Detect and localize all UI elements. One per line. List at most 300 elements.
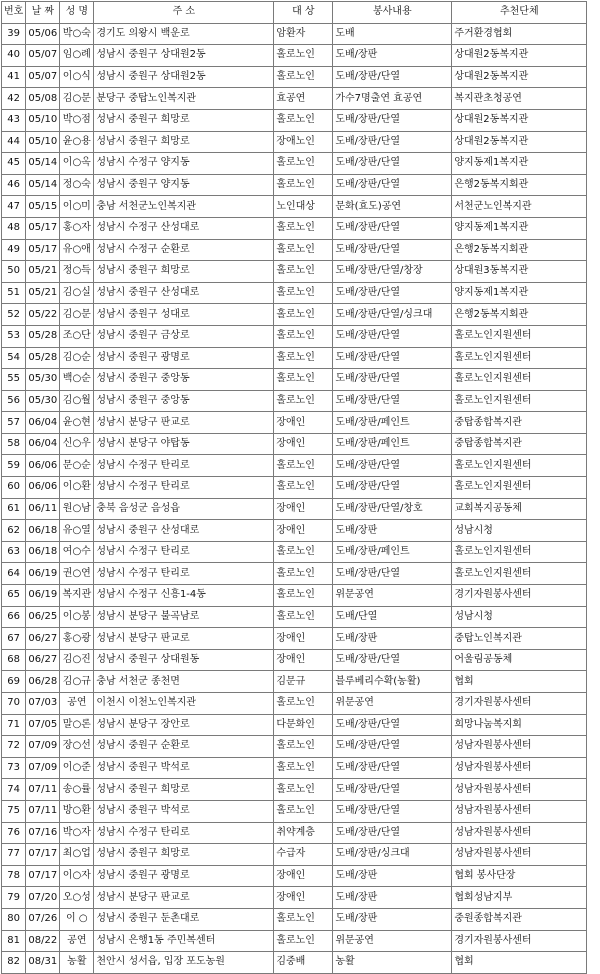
cell-target: 홀로노인 xyxy=(274,800,333,822)
cell-target: 다문화인 xyxy=(274,714,333,736)
cell-target: 홀로노인 xyxy=(274,369,333,391)
cell-address: 성남시 중원구 산성대로 xyxy=(94,282,274,304)
table-row xyxy=(2,109,587,131)
cell-service: 도배/장판/단열 xyxy=(333,239,452,261)
cell-address: 성남시 수정구 신흥1-4동 xyxy=(94,585,274,607)
cell-organization: 은행2동복지회관 xyxy=(452,304,587,326)
cell-organization: 성남자원봉사센터 xyxy=(452,779,587,801)
cell-number: 82 xyxy=(2,952,26,974)
cell-organization: 경기자원봉사센터 xyxy=(452,585,587,607)
cell-number: 43 xyxy=(2,109,26,131)
cell-organization: 협회 xyxy=(452,952,587,974)
cell-service: 농활 xyxy=(333,952,452,974)
cell-address: 이천시 이천노인복지관 xyxy=(94,693,274,715)
cell-target: 장애인 xyxy=(274,498,333,520)
cell-organization: 희망나눔복지회 xyxy=(452,714,587,736)
cell-number: 80 xyxy=(2,908,26,930)
cell-address: 성남시 수정구 탄리로 xyxy=(94,541,274,563)
cell-number: 40 xyxy=(2,45,26,67)
cell-address: 성남시 중원구 중앙동 xyxy=(94,390,274,412)
cell-target: 효공연 xyxy=(274,88,333,110)
cell-name: 정○숙 xyxy=(60,174,94,196)
cell-name: 김○문 xyxy=(60,304,94,326)
cell-date: 05/30 xyxy=(26,390,60,412)
cell-number: 55 xyxy=(2,369,26,391)
cell-target: 홀로노인 xyxy=(274,541,333,563)
cell-number: 77 xyxy=(2,844,26,866)
table-row xyxy=(2,477,587,499)
cell-address: 성남시 분당구 장안로 xyxy=(94,714,274,736)
cell-service: 도배/장판/단열 xyxy=(333,736,452,758)
cell-service: 도배/장판/단열 xyxy=(333,282,452,304)
table-row xyxy=(2,606,587,628)
cell-date: 06/06 xyxy=(26,477,60,499)
table-row xyxy=(2,563,587,585)
cell-number: 73 xyxy=(2,757,26,779)
cell-organization: 서천군노인복지관 xyxy=(452,196,587,218)
cell-address: 성남시 분당구 판교로 xyxy=(94,412,274,434)
cell-date: 05/07 xyxy=(26,66,60,88)
cell-service: 도배/장판 xyxy=(333,908,452,930)
cell-date: 07/17 xyxy=(26,844,60,866)
cell-service: 도배/장판/페인트 xyxy=(333,541,452,563)
cell-target: 홀로노인 xyxy=(274,693,333,715)
cell-number: 51 xyxy=(2,282,26,304)
cell-number: 45 xyxy=(2,153,26,175)
cell-date: 06/18 xyxy=(26,541,60,563)
cell-number: 52 xyxy=(2,304,26,326)
cell-address: 성남시 은행1동 주민복센터 xyxy=(94,930,274,952)
cell-name: 유○열 xyxy=(60,520,94,542)
cell-name: 이 ○ xyxy=(60,908,94,930)
cell-number: 68 xyxy=(2,649,26,671)
cell-name: 임○례 xyxy=(60,45,94,67)
cell-address: 성남시 분당구 판교로 xyxy=(94,887,274,909)
table-row xyxy=(2,649,587,671)
cell-organization: 홀로노인지원센터 xyxy=(452,477,587,499)
cell-name: 홍○광 xyxy=(60,628,94,650)
table-row xyxy=(2,887,587,909)
header-number: 번호 xyxy=(2,2,26,24)
table-row xyxy=(2,217,587,239)
table-row xyxy=(2,261,587,283)
cell-service: 도배/장판/단열 xyxy=(333,153,452,175)
cell-number: 71 xyxy=(2,714,26,736)
cell-service: 도배/장판/단열 xyxy=(333,174,452,196)
cell-name: 조○단 xyxy=(60,325,94,347)
cell-number: 47 xyxy=(2,196,26,218)
table-row xyxy=(2,369,587,391)
cell-target: 수급자 xyxy=(274,844,333,866)
cell-number: 72 xyxy=(2,736,26,758)
cell-service: 블루베리수확(농활) xyxy=(333,671,452,693)
cell-target: 홀로노인 xyxy=(274,282,333,304)
cell-service: 도배/장판/단열 xyxy=(333,649,452,671)
cell-target: 홀로노인 xyxy=(274,261,333,283)
cell-name: 김○실 xyxy=(60,282,94,304)
cell-address: 성남시 수정구 탄리로 xyxy=(94,822,274,844)
cell-name: 유○애 xyxy=(60,239,94,261)
cell-date: 06/11 xyxy=(26,498,60,520)
cell-name: 농활 xyxy=(60,952,94,974)
cell-address: 성남시 중원구 상대원동 xyxy=(94,649,274,671)
cell-service: 도배/장판/싱크대 xyxy=(333,844,452,866)
cell-address: 성남시 중원구 희망로 xyxy=(94,844,274,866)
cell-name: 방○환 xyxy=(60,800,94,822)
cell-organization: 홀로노인지원센터 xyxy=(452,369,587,391)
cell-target: 홀로노인 xyxy=(274,66,333,88)
cell-date: 05/10 xyxy=(26,131,60,153)
cell-name: 공연 xyxy=(60,693,94,715)
cell-organization: 협회성남지부 xyxy=(452,887,587,909)
cell-organization: 경기자원봉사센터 xyxy=(452,693,587,715)
table-row xyxy=(2,628,587,650)
table-row xyxy=(2,693,587,715)
cell-number: 75 xyxy=(2,800,26,822)
cell-date: 06/19 xyxy=(26,563,60,585)
cell-number: 60 xyxy=(2,477,26,499)
cell-address: 성남시 수정구 산성대로 xyxy=(94,217,274,239)
cell-number: 70 xyxy=(2,693,26,715)
table-row xyxy=(2,520,587,542)
cell-organization: 은행2동복지회관 xyxy=(452,174,587,196)
cell-number: 42 xyxy=(2,88,26,110)
cell-number: 63 xyxy=(2,541,26,563)
cell-organization: 상대원2동복지관 xyxy=(452,109,587,131)
cell-target: 홀로노인 xyxy=(274,455,333,477)
cell-organization: 상대원3동복지관 xyxy=(452,261,587,283)
cell-number: 41 xyxy=(2,66,26,88)
table-row xyxy=(2,239,587,261)
cell-name: 김○규 xyxy=(60,671,94,693)
cell-organization: 협회 xyxy=(452,671,587,693)
cell-organization: 양지동제1복지관 xyxy=(452,282,587,304)
table-row xyxy=(2,757,587,779)
cell-number: 56 xyxy=(2,390,26,412)
cell-target: 홀로노인 xyxy=(274,779,333,801)
cell-number: 54 xyxy=(2,347,26,369)
cell-organization: 상대원2동복지관 xyxy=(452,45,587,67)
cell-date: 06/04 xyxy=(26,433,60,455)
header-service: 봉사내용 xyxy=(333,2,452,24)
cell-date: 06/28 xyxy=(26,671,60,693)
cell-address: 성남시 중원구 광명로 xyxy=(94,347,274,369)
cell-date: 05/30 xyxy=(26,369,60,391)
cell-address: 성남시 중원구 광명로 xyxy=(94,865,274,887)
table-row xyxy=(2,455,587,477)
cell-service: 도배/장판/단열 xyxy=(333,822,452,844)
cell-target: 김문규 xyxy=(274,671,333,693)
cell-date: 05/28 xyxy=(26,325,60,347)
cell-date: 07/09 xyxy=(26,736,60,758)
cell-address: 성남시 중원구 성대로 xyxy=(94,304,274,326)
cell-address: 천안시 성서읍, 입장 포도농원 xyxy=(94,952,274,974)
table-row xyxy=(2,153,587,175)
cell-address: 성남시 중원구 상대원2동 xyxy=(94,45,274,67)
cell-date: 05/08 xyxy=(26,88,60,110)
cell-date: 07/09 xyxy=(26,757,60,779)
cell-service: 도배/장판/단열 xyxy=(333,563,452,585)
cell-address: 성남시 중원구 산성대로 xyxy=(94,520,274,542)
cell-organization: 중탑노인복지관 xyxy=(452,628,587,650)
table-row xyxy=(2,347,587,369)
cell-name: 오○성 xyxy=(60,887,94,909)
cell-address: 성남시 수정구 양지동 xyxy=(94,153,274,175)
table-row xyxy=(2,66,587,88)
cell-name: 복지관 xyxy=(60,585,94,607)
cell-service: 문화(효도)공연 xyxy=(333,196,452,218)
cell-address: 성남시 분당구 판교로 xyxy=(94,628,274,650)
table-row xyxy=(2,131,587,153)
cell-number: 67 xyxy=(2,628,26,650)
cell-address: 성남시 중원구 희망로 xyxy=(94,109,274,131)
cell-service: 위문공연 xyxy=(333,930,452,952)
cell-target: 장애인 xyxy=(274,433,333,455)
cell-name: 윤○용 xyxy=(60,131,94,153)
table-row xyxy=(2,390,587,412)
cell-name: 홍○자 xyxy=(60,217,94,239)
table-row xyxy=(2,952,587,974)
cell-date: 08/31 xyxy=(26,952,60,974)
cell-target: 장애인 xyxy=(274,865,333,887)
cell-target: 홀로노인 xyxy=(274,325,333,347)
cell-number: 57 xyxy=(2,412,26,434)
cell-service: 도배/장판/단열 xyxy=(333,714,452,736)
cell-service: 도배/장판/단열 xyxy=(333,779,452,801)
cell-address: 성남시 중원구 박석로 xyxy=(94,757,274,779)
cell-name: 공연 xyxy=(60,930,94,952)
cell-name: 권○연 xyxy=(60,563,94,585)
cell-number: 59 xyxy=(2,455,26,477)
cell-date: 07/03 xyxy=(26,693,60,715)
cell-target: 홀로노인 xyxy=(274,109,333,131)
cell-name: 송○률 xyxy=(60,779,94,801)
cell-service: 위문공연 xyxy=(333,585,452,607)
cell-date: 05/14 xyxy=(26,153,60,175)
cell-address: 성남시 중원구 순환로 xyxy=(94,736,274,758)
cell-address: 성남시 중원구 중앙동 xyxy=(94,369,274,391)
cell-name: 이○미 xyxy=(60,196,94,218)
cell-service: 도배/장판 xyxy=(333,865,452,887)
cell-service: 도배/장판/단열 xyxy=(333,325,452,347)
cell-target: 암환자 xyxy=(274,23,333,45)
cell-organization: 성남자원봉사센터 xyxy=(452,757,587,779)
table-row xyxy=(2,196,587,218)
cell-target: 홀로노인 xyxy=(274,477,333,499)
cell-target: 장애인 xyxy=(274,628,333,650)
cell-number: 79 xyxy=(2,887,26,909)
cell-service: 도배/장판 xyxy=(333,45,452,67)
cell-number: 61 xyxy=(2,498,26,520)
cell-address: 분당구 중탑노인복지관 xyxy=(94,88,274,110)
cell-service: 도배/장판/단열 xyxy=(333,109,452,131)
cell-service: 도배/장판/단열 xyxy=(333,757,452,779)
cell-organization: 교회복지공동체 xyxy=(452,498,587,520)
header-target: 대 상 xyxy=(274,2,333,24)
cell-address: 성남시 중원구 희망로 xyxy=(94,779,274,801)
cell-target: 홀로노인 xyxy=(274,390,333,412)
cell-service: 도배/장판/단열 xyxy=(333,455,452,477)
cell-address: 성남시 중원구 양지동 xyxy=(94,174,274,196)
cell-name: 말○론 xyxy=(60,714,94,736)
cell-target: 홀로노인 xyxy=(274,585,333,607)
cell-organization: 중탑종합복지관 xyxy=(452,433,587,455)
cell-target: 김중배 xyxy=(274,952,333,974)
cell-organization: 중원종합복지관 xyxy=(452,908,587,930)
table-row xyxy=(2,174,587,196)
cell-organization: 성남자원봉사센터 xyxy=(452,822,587,844)
cell-address: 성남시 분당구 야탑동 xyxy=(94,433,274,455)
cell-number: 76 xyxy=(2,822,26,844)
cell-date: 05/14 xyxy=(26,174,60,196)
cell-number: 69 xyxy=(2,671,26,693)
cell-target: 노인대상 xyxy=(274,196,333,218)
table-row xyxy=(2,412,587,434)
cell-number: 74 xyxy=(2,779,26,801)
cell-service: 도배/장판/단열/창호 xyxy=(333,498,452,520)
cell-address: 성남시 중원구 희망로 xyxy=(94,261,274,283)
cell-service: 도배/장판/단열 xyxy=(333,347,452,369)
cell-target: 장애노인 xyxy=(274,131,333,153)
table-row xyxy=(2,45,587,67)
cell-date: 05/21 xyxy=(26,261,60,283)
cell-name: 김○월 xyxy=(60,390,94,412)
cell-organization: 중탑종합복지관 xyxy=(452,412,587,434)
cell-name: 윤○현 xyxy=(60,412,94,434)
cell-date: 05/06 xyxy=(26,23,60,45)
cell-organization: 홀로노인지원센터 xyxy=(452,563,587,585)
cell-target: 장애인 xyxy=(274,649,333,671)
cell-address: 성남시 수정구 탄리로 xyxy=(94,563,274,585)
cell-date: 07/26 xyxy=(26,908,60,930)
table-row xyxy=(2,800,587,822)
cell-name: 이○식 xyxy=(60,66,94,88)
cell-service: 도배/장판/단열 xyxy=(333,390,452,412)
cell-date: 07/05 xyxy=(26,714,60,736)
cell-date: 08/22 xyxy=(26,930,60,952)
cell-name: 원○남 xyxy=(60,498,94,520)
cell-address: 성남시 중원구 박석로 xyxy=(94,800,274,822)
header-organization: 추천단체 xyxy=(452,2,587,24)
cell-number: 53 xyxy=(2,325,26,347)
cell-organization: 협회 봉사단장 xyxy=(452,865,587,887)
cell-target: 홀로노인 xyxy=(274,757,333,779)
cell-address: 성남시 중원구 희망로 xyxy=(94,131,274,153)
cell-address: 성남시 중원구 둔촌대로 xyxy=(94,908,274,930)
table-row xyxy=(2,23,587,45)
table-row xyxy=(2,844,587,866)
cell-number: 44 xyxy=(2,131,26,153)
header-row xyxy=(2,2,587,24)
header-name: 성 명 xyxy=(60,2,94,24)
cell-address: 성남시 수정구 순환로 xyxy=(94,239,274,261)
cell-number: 46 xyxy=(2,174,26,196)
cell-name: 김○진 xyxy=(60,649,94,671)
cell-service: 도배/장판/단열 xyxy=(333,217,452,239)
cell-service: 도배/장판/페인트 xyxy=(333,412,452,434)
cell-organization: 경기자원봉사센터 xyxy=(452,930,587,952)
cell-address: 충남 서천군 종천면 xyxy=(94,671,274,693)
cell-number: 50 xyxy=(2,261,26,283)
cell-address: 충남 서천군노인복지관 xyxy=(94,196,274,218)
cell-name: 김○순 xyxy=(60,347,94,369)
cell-organization: 상대원2동복지관 xyxy=(452,66,587,88)
cell-name: 장○선 xyxy=(60,736,94,758)
cell-name: 여○수 xyxy=(60,541,94,563)
cell-date: 05/22 xyxy=(26,304,60,326)
table-row xyxy=(2,282,587,304)
table-row xyxy=(2,88,587,110)
cell-number: 39 xyxy=(2,23,26,45)
cell-number: 48 xyxy=(2,217,26,239)
cell-target: 홀로노인 xyxy=(274,908,333,930)
cell-number: 58 xyxy=(2,433,26,455)
cell-date: 06/19 xyxy=(26,585,60,607)
cell-organization: 성남자원봉사센터 xyxy=(452,800,587,822)
cell-date: 05/21 xyxy=(26,282,60,304)
cell-address: 성남시 수정구 탄리로 xyxy=(94,455,274,477)
cell-name: 이○준 xyxy=(60,757,94,779)
cell-date: 05/17 xyxy=(26,217,60,239)
cell-target: 홀로노인 xyxy=(274,347,333,369)
cell-service: 도배/장판/페인트 xyxy=(333,433,452,455)
table-row xyxy=(2,714,587,736)
cell-target: 장애인 xyxy=(274,412,333,434)
table-row xyxy=(2,433,587,455)
cell-address: 성남시 중원구 상대원2동 xyxy=(94,66,274,88)
cell-service: 도배/장판/단열 xyxy=(333,800,452,822)
cell-date: 07/20 xyxy=(26,887,60,909)
volunteer-record-table xyxy=(1,1,587,974)
cell-target: 취약계층 xyxy=(274,822,333,844)
cell-name: 이○봉 xyxy=(60,606,94,628)
cell-organization: 홀로노인지원센터 xyxy=(452,541,587,563)
cell-number: 49 xyxy=(2,239,26,261)
cell-target: 장애인 xyxy=(274,520,333,542)
cell-name: 신○우 xyxy=(60,433,94,455)
cell-service: 도배/장판/단열/창장 xyxy=(333,261,452,283)
cell-service: 도배/장판/단열 xyxy=(333,66,452,88)
table-row xyxy=(2,865,587,887)
cell-name: 문○순 xyxy=(60,455,94,477)
cell-organization: 홀로노인지원센터 xyxy=(452,390,587,412)
cell-organization: 성남시청 xyxy=(452,606,587,628)
cell-organization: 상대원2동복지관 xyxy=(452,131,587,153)
cell-date: 05/10 xyxy=(26,109,60,131)
table-row xyxy=(2,541,587,563)
table-row xyxy=(2,736,587,758)
cell-address: 충북 음성군 음성읍 xyxy=(94,498,274,520)
cell-organization: 홀로노인지원센터 xyxy=(452,325,587,347)
cell-name: 이○옥 xyxy=(60,153,94,175)
cell-date: 07/11 xyxy=(26,779,60,801)
table-row xyxy=(2,779,587,801)
cell-target: 홀로노인 xyxy=(274,45,333,67)
cell-address: 성남시 분당구 불곡남로 xyxy=(94,606,274,628)
cell-organization: 은행2동복지회관 xyxy=(452,239,587,261)
cell-date: 06/06 xyxy=(26,455,60,477)
cell-name: 백○순 xyxy=(60,369,94,391)
cell-target: 홀로노인 xyxy=(274,930,333,952)
cell-number: 64 xyxy=(2,563,26,585)
cell-service: 도배/장판/단열 xyxy=(333,369,452,391)
cell-service: 도배/장판 xyxy=(333,520,452,542)
cell-organization: 홀로노인지원센터 xyxy=(452,455,587,477)
cell-name: 박○점 xyxy=(60,109,94,131)
table-row xyxy=(2,304,587,326)
table-row xyxy=(2,325,587,347)
cell-organization: 홀로노인지원센터 xyxy=(452,347,587,369)
